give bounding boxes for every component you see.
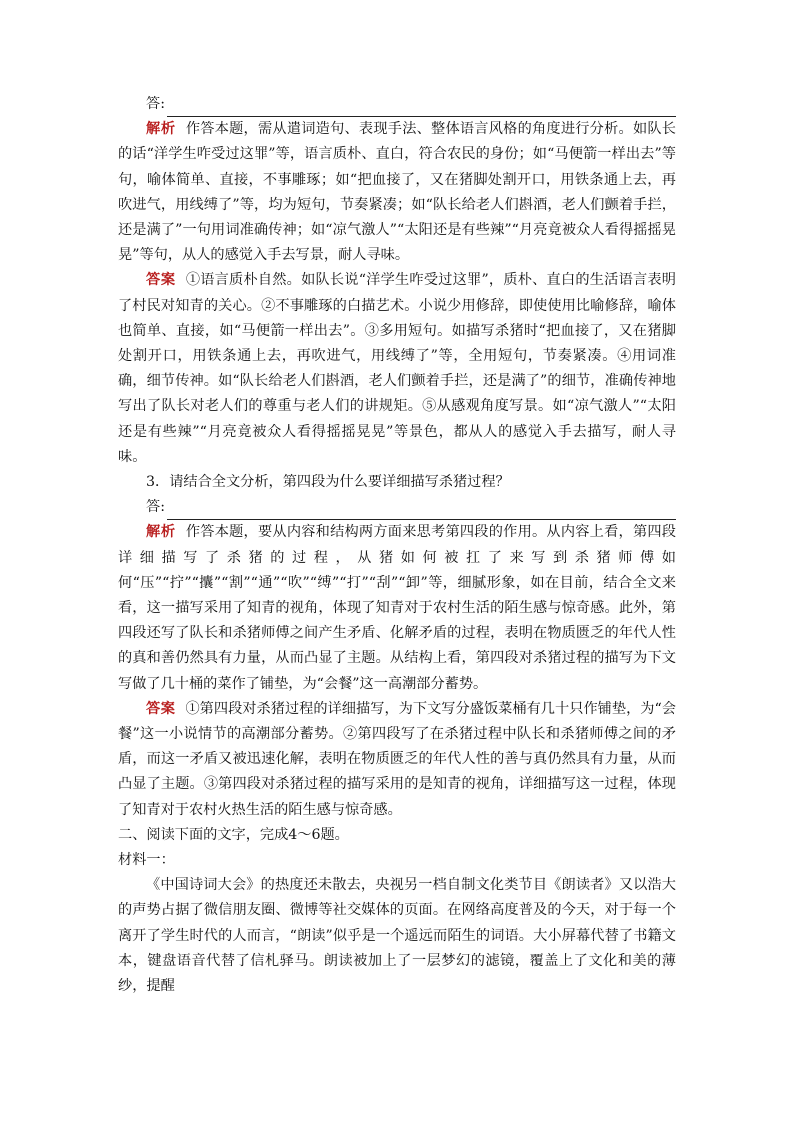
analysis-text: 作答本题，要从内容和结构两方面来思考第四段的作用。从内容上看，第四段详细描写了杀猪的过程，从猪如何被扛了来写到杀猪师傅如何“压”“拧”“攮”“割”“通”“吹”“缚”“打”“刮”“卸”等，细腻形象，如在目前，结合全文来看，这一描写采用了知青的视角，体现了知青对于农村生活的陌生感与惊奇感。此外，第四段还写了队长和杀猪师傅之间产生矛盾、化解矛盾的过程，表明在物质匮乏的年代人性的真和善仍然具有力量，从而凸显了主题。从结构上看，第四段对杀猪过程的描写为下文写做了几十桶的菜作了铺垫，为“会餐”这一高潮部分蓄势。 <box>118 524 676 692</box>
question-3: 3．请结合全文分析，第四段为什么要详细描写杀猪过程？ <box>146 474 510 491</box>
analysis-paragraph-2 <box>118 117 676 268</box>
answer-line-3 <box>118 495 676 520</box>
analysis-text: 作答本题，需从遣词造句、表现手法、整体语言风格的角度进行分析。如队长的话“洋学生咋受过这罪”等，语言质朴、直白，符合农民的身份；如“马便箭一样出去”等句，喻体简单、直接，不事雕琢；如“把血接了，又在猪脚处割开口，用铁条通上去，再吹进气，用线缚了”等，均为短句，节奏紧凑；如“队长给老人们斟酒，老人们颤着手拦，还是满了”一句用词准确传神；如“凉气激人”“太阳还是有些辣”“月亮竟被众人看得摇摇晃晃”等句，从人的感觉入手去写景，耐人寻味。 <box>118 121 676 264</box>
answer-prompt: 答: <box>146 95 165 112</box>
answer-text: ①语言质朴自然。如队长说“洋学生咋受过这罪”，质朴、直白的生活语言表明了村民对知青的关心。②不事雕琢的白描艺术。小说少用修辞，即使使用比喻修辞，喻体也简单、直接，如“马便箭一样出去”。③多用短句。如描写杀猪时“把血接了，又在猪脚处割开口，用铁条通上去，再吹进气，用线缚了”等，全用短句，节奏紧凑。④用词准确，细节传神。如“队长给老人们斟酒，老人们颤着手拦，还是满了”的细节，准确传神地写出了队长对老人们的尊重与老人们的讲规矩。⑤从感观角度写景。如“凉气激人”“太阳还是有些辣”“月亮竟被众人看得摇摇晃晃”等景色，都从人的感觉入手去描写，耐人寻味。 <box>118 272 676 465</box>
answer-blank <box>167 502 676 520</box>
material-label: 材料一： <box>118 852 175 869</box>
material-paragraph: 《中国诗词大会》的热度还未散去，央视另一档自制文化类节目《朗读者》又以浩大的声势占据了微信朋友圈、微博等社交媒体的页面。在网络高度普及的今天，对于每一个离开了学生时代的人而言，“朗读”似乎是一个遥远而陌生的词语。大小屏幕代替了书籍文本，键盘语音代替了信札驿马。朗读被加上了一层梦幻的滤镜，覆盖上了文化和美的薄纱，提醒 <box>118 877 676 995</box>
section-heading: 二、阅读下面的文字，完成4～6题。 <box>118 826 349 843</box>
answer-label: 答案 <box>146 272 176 289</box>
answer-text: ①第四段对杀猪过程的详细描写，为下文写分盛饭菜桶有几十只作铺垫，为“会餐”这一小说情节的高潮部分蓄势。②第四段写了在杀猪过程中队长和杀猪师傅之间的矛盾，而这一矛盾又被迅速化解，表明在物质匮乏的年代人性的善与真仍然具有力量，从而凸显了主题。③第四段对杀猪过程的描写采用的是知青的视角，详细描写这一过程，体现了知青对于农村火热生活的陌生感与惊奇感。 <box>118 700 676 818</box>
answer-paragraph-3 <box>118 697 676 823</box>
analysis-label: 解析 <box>146 524 176 541</box>
answer-line-2 <box>118 92 676 117</box>
analysis-paragraph-3 <box>118 520 676 696</box>
answer-label: 答案 <box>146 700 176 717</box>
answer-prompt: 答: <box>146 499 165 516</box>
document-page <box>118 92 676 999</box>
answer-blank <box>167 99 676 117</box>
answer-paragraph-2 <box>118 268 676 470</box>
analysis-label: 解析 <box>146 121 176 138</box>
